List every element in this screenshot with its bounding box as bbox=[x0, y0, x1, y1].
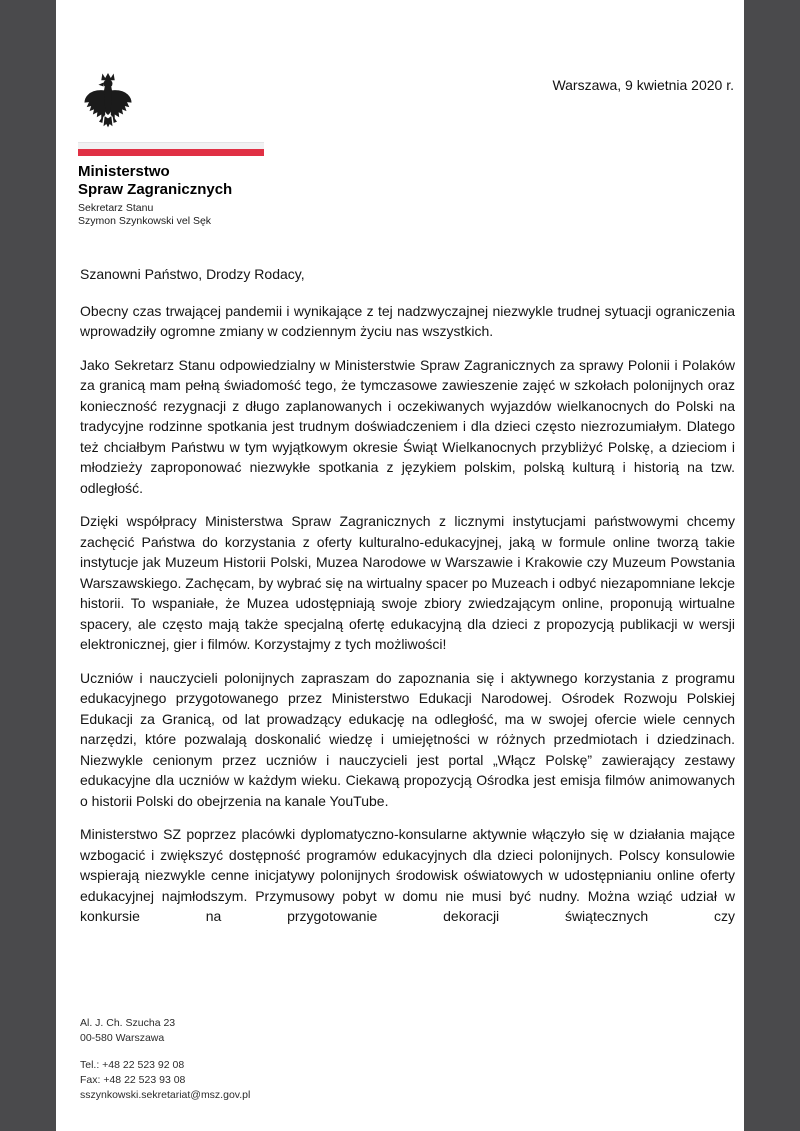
polish-eagle-emblem-icon bbox=[80, 68, 136, 134]
letter-footer bbox=[80, 1016, 250, 1115]
flag-stripe-red bbox=[78, 149, 264, 156]
letter-paragraph: Dzięki współpracy Ministerstwa Spraw Zagranicznych z licznymi instytucjami państwowymi chcemy zachęcić Państwa do korzystania z oferty kulturalno-edukacyjnej, jaką w formule online tworzą takie instytucje jak Muzeum Historii Polski, Muzea Narodowe w Warszawie i Krakowie czy Muzeum Powstania Warszawskiego. Zachęcam, by wybrać się na wirtualny spacer po Muzeach i odbyć niezapomniane lekcje historii. To wspaniałe, że Muzea udostępniają swoje zbiory zwiedzającym online, proponują wirtualne spacery, ale często mają także specjalną ofertę edukacyjną dla dzieci z propozycją publikacji w wersji elektronicznej, gier i filmów. Korzystajmy z tych możliwości! bbox=[80, 513, 735, 652]
letter-page bbox=[56, 0, 744, 1131]
flag-bar bbox=[78, 142, 264, 156]
letter-paragraph: Ministerstwo SZ poprzez placówki dyplomatyczno-konsularne aktywnie włączyło się w działania mające wzbogacić i zwiększyć dostępność programów edukacyjnych dla dzieci polonijnych. Polscy konsulowie wspierają niezwykle cenne inicjatywy polonijnych środowisk oświatowych w udostępnianiu online oferty edukacyjnej najmłodszym. Przymusowy pobyt w domu nie musi być nudny. Można wziąć udział w konkursie na przygotowanie dekoracji świątecznych czy bbox=[80, 826, 735, 924]
footer-address-block bbox=[80, 1016, 250, 1046]
footer-address-line: 00-580 Warszawa bbox=[80, 1032, 165, 1044]
footer-fax: Fax: +48 22 523 93 08 bbox=[80, 1074, 186, 1086]
letter-body bbox=[80, 264, 735, 940]
footer-contact-block bbox=[80, 1058, 250, 1103]
letter-paragraph: Obecny czas trwającej pandemii i wynikające z tej nadzwyczajnej niezwykle trudnej sytuacji ograniczenia wprowadziły ogromne zmiany w codziennym życiu nas wszystkich. bbox=[80, 302, 735, 339]
sender-block bbox=[78, 163, 232, 228]
date-line: Warszawa, 9 kwietnia 2020 r. bbox=[552, 77, 734, 93]
flag-stripe-white bbox=[78, 142, 264, 149]
footer-email: sszynkowski.sekretariat@msz.gov.pl bbox=[80, 1089, 251, 1101]
sender-role: Sekretarz Stanu bbox=[78, 202, 154, 214]
sender-name: Szymon Szynkowski vel Sęk bbox=[78, 215, 212, 227]
salutation: Szanowni Państwo, Drodzy Rodacy, bbox=[80, 266, 305, 282]
letter-paragraph: Jako Sekretarz Stanu odpowiedzialny w Ministerstwie Spraw Zagranicznych za sprawy Polonii i Polaków za granicą mam pełną świadomość tego, że tymczasowe zawieszenie zajęć w szkołach polonijnych oraz konieczność rezygnacji z długo zaplanowanych i oczekiwanych wyjazdów wielkanocnych do Polski na tradycyjne rodzinne spotkania jest trudnym doświadczeniem i dla dzieci często niezrozumiałym. Dlatego też chciałbym Państwu w tym wyjątkowym okresie Świąt Wielkanocnych przybliżyć Polskę, a dzieciom i młodzieży zaproponować niezwykłe spotkania z językiem polskim, polską kulturą i historią na tzw. odległość. bbox=[80, 356, 735, 496]
footer-phone: Tel.: +48 22 523 92 08 bbox=[80, 1059, 185, 1071]
footer-address-line: Al. J. Ch. Szucha 23 bbox=[80, 1017, 176, 1029]
ministry-name-line2: Spraw Zagranicznych bbox=[78, 181, 233, 198]
ministry-name-line1: Ministerstwo bbox=[78, 163, 170, 180]
letter-paragraph: Uczniów i nauczycieli polonijnych zapraszam do zapoznania się i aktywnego korzystania z programu edukacyjnego przygotowanego przez Ministerstwo Edukacji Narodowej. Ośrodek Rozwoju Polskiej Edukacji za Granicą, od lat prowadzący edukację na odległość, ma w swojej ofercie wiele cennych narzędzi, które pozwalają doskonalić wiedzę i umiejętności w różnych przedmiotach i dziedzinach. Niezwykle cenionym przez uczniów i nauczycieli jest portal „Włącz Polskę” zawierający zestawy edukacyjne dla uczniów w każdym wieku. Ciekawą propozycją Ośrodka jest emisja filmów animowanych o historii Polski do obejrzenia na kanale YouTube. bbox=[80, 669, 735, 809]
